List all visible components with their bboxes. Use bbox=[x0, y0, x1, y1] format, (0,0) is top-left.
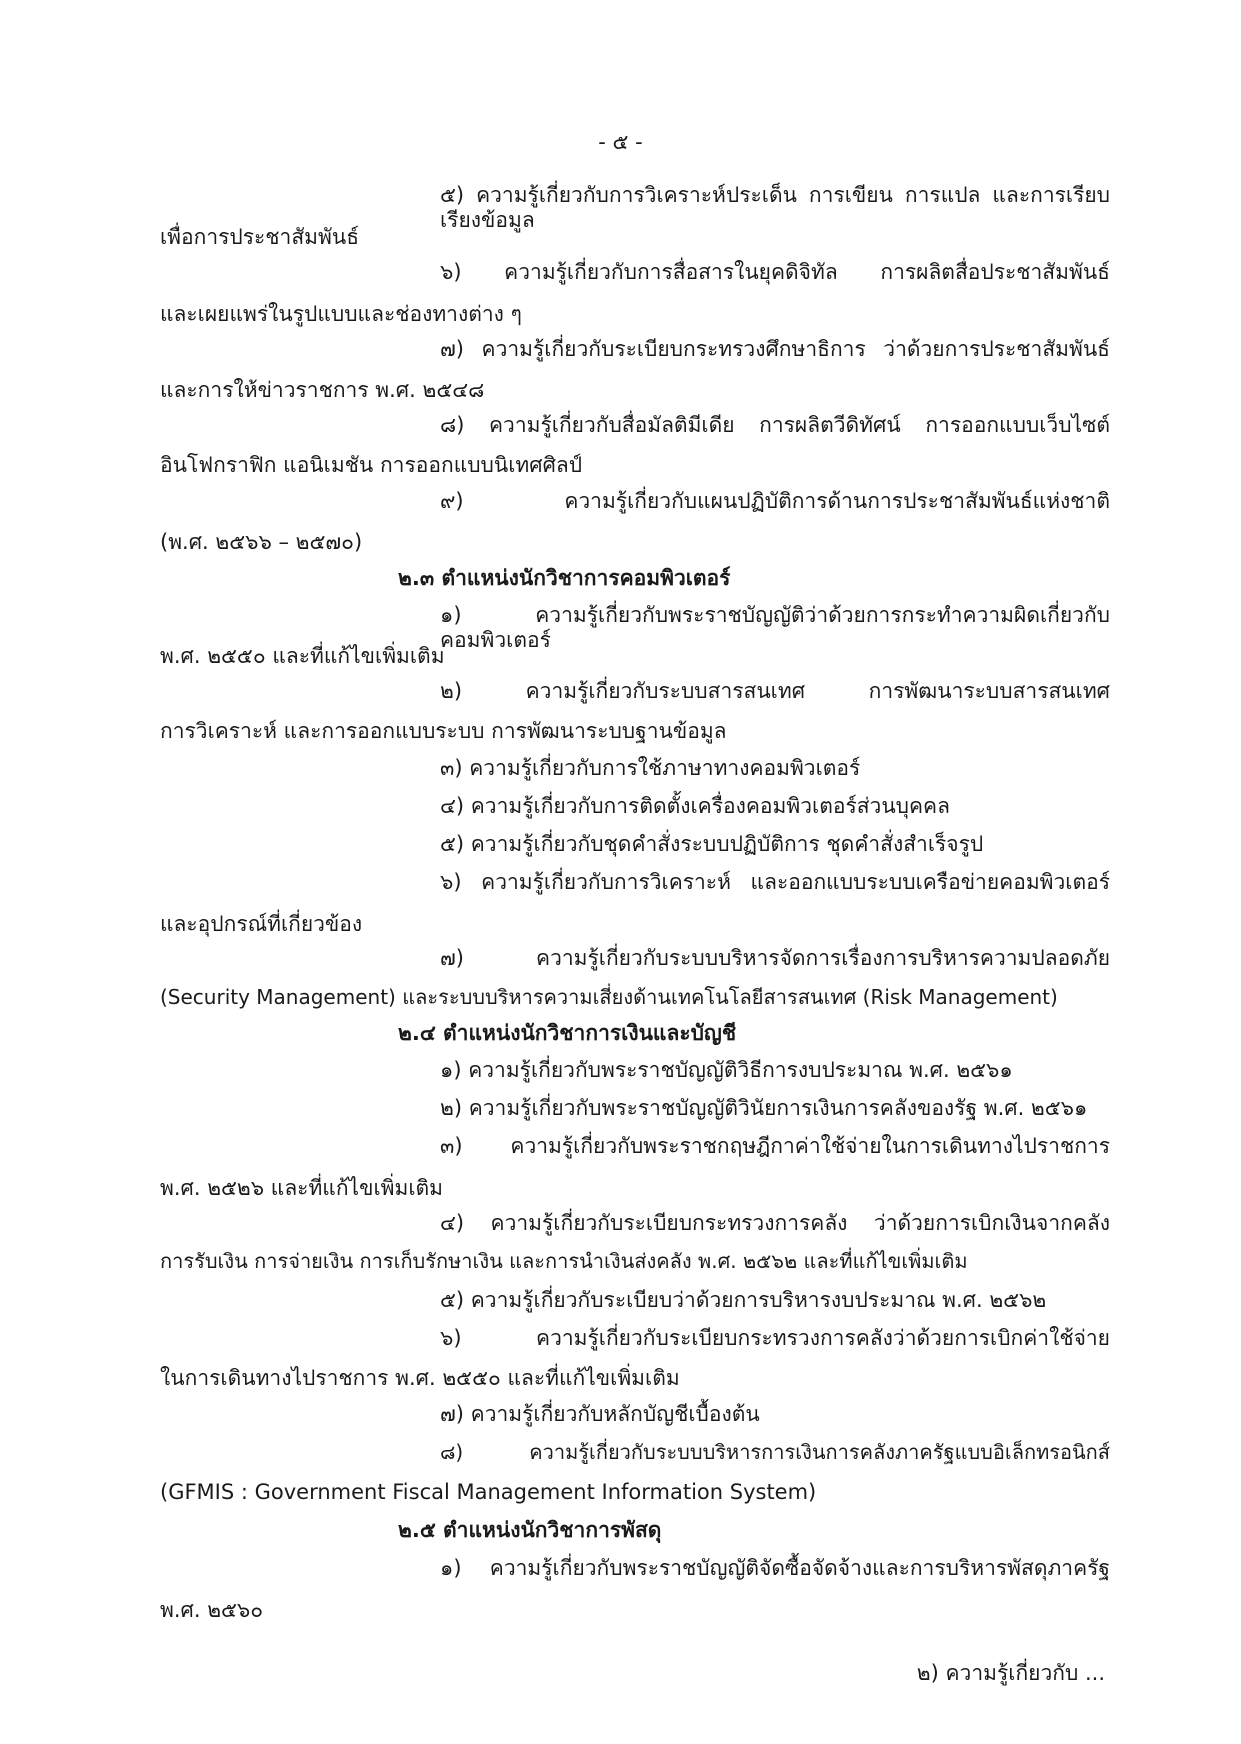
line-knowledge-9-plan: ๙) ความรู้เกี่ยวกับแผนปฏิบัติการด้านการประชาสัมพันธ์แห่งชาติ bbox=[440, 489, 1110, 513]
section-heading-2-3: ๒.๓ ตำแหน่งนักวิชาการคอมพิวเตอร์ bbox=[398, 566, 731, 590]
line-2-5-item-1-cont: พ.ศ. ๒๕๖๐ bbox=[160, 1598, 264, 1622]
line-knowledge-7-regulation: ๗) ความรู้เกี่ยวกับระเบียบกระทรวงศึกษาธิการ ว่าด้วยการประชาสัมพันธ์ bbox=[440, 337, 1110, 361]
line-2-3-item-3: ๓) ความรู้เกี่ยวกับการใช้ภาษาทางคอมพิวเตอร์ bbox=[440, 756, 861, 780]
line-2-3-item-4: ๔) ความรู้เกี่ยวกับการติดตั้งเครื่องคอมพิวเตอร์ส่วนบุคคล bbox=[440, 794, 950, 818]
line-2-4-item-7: ๗) ความรู้เกี่ยวกับหลักบัญชีเบื้องต้น bbox=[440, 1402, 760, 1426]
line-2-4-item-2: ๒) ความรู้เกี่ยวกับพระราชบัญญัติวินัยการเงินการคลังของรัฐ พ.ศ. ๒๕๖๑ bbox=[440, 1096, 1088, 1120]
section-heading-2-5: ๒.๕ ตำแหน่งนักวิชาการพัสดุ bbox=[398, 1518, 662, 1542]
line-2-4-item-4-cont: การรับเงิน การจ่ายเงิน การเก็บรักษาเงิน และการนำเงินส่งคลัง พ.ศ. ๒๕๖๒ และที่แก้ไขเพิ่มเติม bbox=[160, 1249, 968, 1273]
page-number: - ๕ - bbox=[598, 130, 643, 154]
line-2-4-item-5: ๕) ความรู้เกี่ยวกับระเบียบว่าด้วยการบริหารงบประมาณ พ.ศ. ๒๕๖๒ bbox=[440, 1288, 1047, 1312]
continuation-footer: ๒) ความรู้เกี่ยวกับ ... bbox=[916, 1661, 1105, 1685]
line-knowledge-9-cont: (พ.ศ. ๒๕๖๖ – ๒๕๗๐) bbox=[160, 530, 363, 554]
line-knowledge-6-digital: ๖) ความรู้เกี่ยวกับการสื่อสารในยุคดิจิทัล การผลิตสื่อประชาสัมพันธ์ bbox=[440, 260, 1110, 284]
line-2-3-item-7-cont: (Security Management) และระบบบริหารความเสี่ยงด้านเทคโนโลยีสารสนเทศ (Risk Management) bbox=[160, 985, 1058, 1009]
line-knowledge-6-cont: และเผยแพร่ในรูปแบบและช่องทางต่าง ๆ bbox=[160, 302, 522, 326]
line-2-3-item-5: ๕) ความรู้เกี่ยวกับชุดคำสั่งระบบปฏิบัติการ ชุดคำสั่งสำเร็จรูป bbox=[440, 832, 984, 856]
line-2-4-item-8: ๘) ความรู้เกี่ยวกับระบบบริหารการเงินการคลังภาครัฐแบบอิเล็กทรอนิกส์ bbox=[440, 1440, 1110, 1464]
line-knowledge-8-cont: อินโฟกราฟิก แอนิเมชัน การออกแบบนิเทศศิลป์ bbox=[160, 453, 583, 477]
line-knowledge-5-cont: เพื่อการประชาสัมพันธ์ bbox=[160, 225, 360, 249]
line-2-3-item-6: ๖) ความรู้เกี่ยวกับการวิเคราะห์ และออกแบบระบบเครือข่ายคอมพิวเตอร์ bbox=[440, 870, 1110, 894]
line-2-5-item-1: ๑) ความรู้เกี่ยวกับพระราชบัญญัติจัดซื้อจัดจ้างและการบริหารพัสดุภาครัฐ bbox=[440, 1556, 1110, 1580]
line-2-3-item-1: ๑) ความรู้เกี่ยวกับพระราชบัญญัติว่าด้วยการกระทำความผิดเกี่ยวกับคอมพิวเตอร์ bbox=[440, 603, 1110, 653]
line-2-4-item-3-cont: พ.ศ. ๒๕๒๖ และที่แก้ไขเพิ่มเติม bbox=[160, 1176, 443, 1200]
line-2-3-item-2: ๒) ความรู้เกี่ยวกับระบบสารสนเทศ การพัฒนาระบบสารสนเทศ bbox=[440, 679, 1110, 703]
line-2-3-item-1-cont: พ.ศ. ๒๕๕๐ และที่แก้ไขเพิ่มเติม bbox=[160, 644, 445, 668]
line-2-4-item-4: ๔) ความรู้เกี่ยวกับระเบียบกระทรวงการคลัง ว่าด้วยการเบิกเงินจากคลัง bbox=[440, 1211, 1110, 1235]
line-2-3-item-2-cont: การวิเคราะห์ และการออกแบบระบบ การพัฒนาระบบฐานข้อมูล bbox=[160, 719, 727, 743]
line-2-4-item-6-cont: ในการเดินทางไปราชการ พ.ศ. ๒๕๕๐ และที่แก้ไขเพิ่มเติม bbox=[160, 1366, 680, 1390]
line-2-3-item-6-cont: และอุปกรณ์ที่เกี่ยวข้อง bbox=[160, 912, 363, 936]
line-2-4-item-3: ๓) ความรู้เกี่ยวกับพระราชกฤษฎีกาค่าใช้จ่ายในการเดินทางไปราชการ bbox=[440, 1134, 1110, 1158]
line-knowledge-7-cont: และการให้ข่าวราชการ พ.ศ. ๒๕๔๘ bbox=[160, 378, 485, 402]
line-2-4-item-6: ๖) ความรู้เกี่ยวกับระเบียบกระทรวงการคลังว่าด้วยการเบิกค่าใช้จ่าย bbox=[440, 1326, 1110, 1350]
line-knowledge-5-analysis: ๕) ความรู้เกี่ยวกับการวิเคราะห์ประเด็น การเขียน การแปล และการเรียบเรียงข้อมูล bbox=[440, 183, 1110, 233]
section-heading-2-4: ๒.๔ ตำแหน่งนักวิชาการเงินและบัญชี bbox=[398, 1021, 737, 1045]
line-2-4-item-1: ๑) ความรู้เกี่ยวกับพระราชบัญญัติวิธีการงบประมาณ พ.ศ. ๒๕๖๑ bbox=[440, 1058, 1013, 1082]
line-knowledge-8-multimedia: ๘) ความรู้เกี่ยวกับสื่อมัลติมีเดีย การผลิตวีดิทัศน์ การออกแบบเว็บไซต์ bbox=[440, 413, 1110, 437]
line-2-4-item-8-cont: (GFMIS : Government Fiscal Management Information System) bbox=[160, 1480, 817, 1504]
line-2-3-item-7: ๗) ความรู้เกี่ยวกับระบบบริหารจัดการเรื่องการบริหารความปลอดภัย bbox=[440, 946, 1110, 970]
